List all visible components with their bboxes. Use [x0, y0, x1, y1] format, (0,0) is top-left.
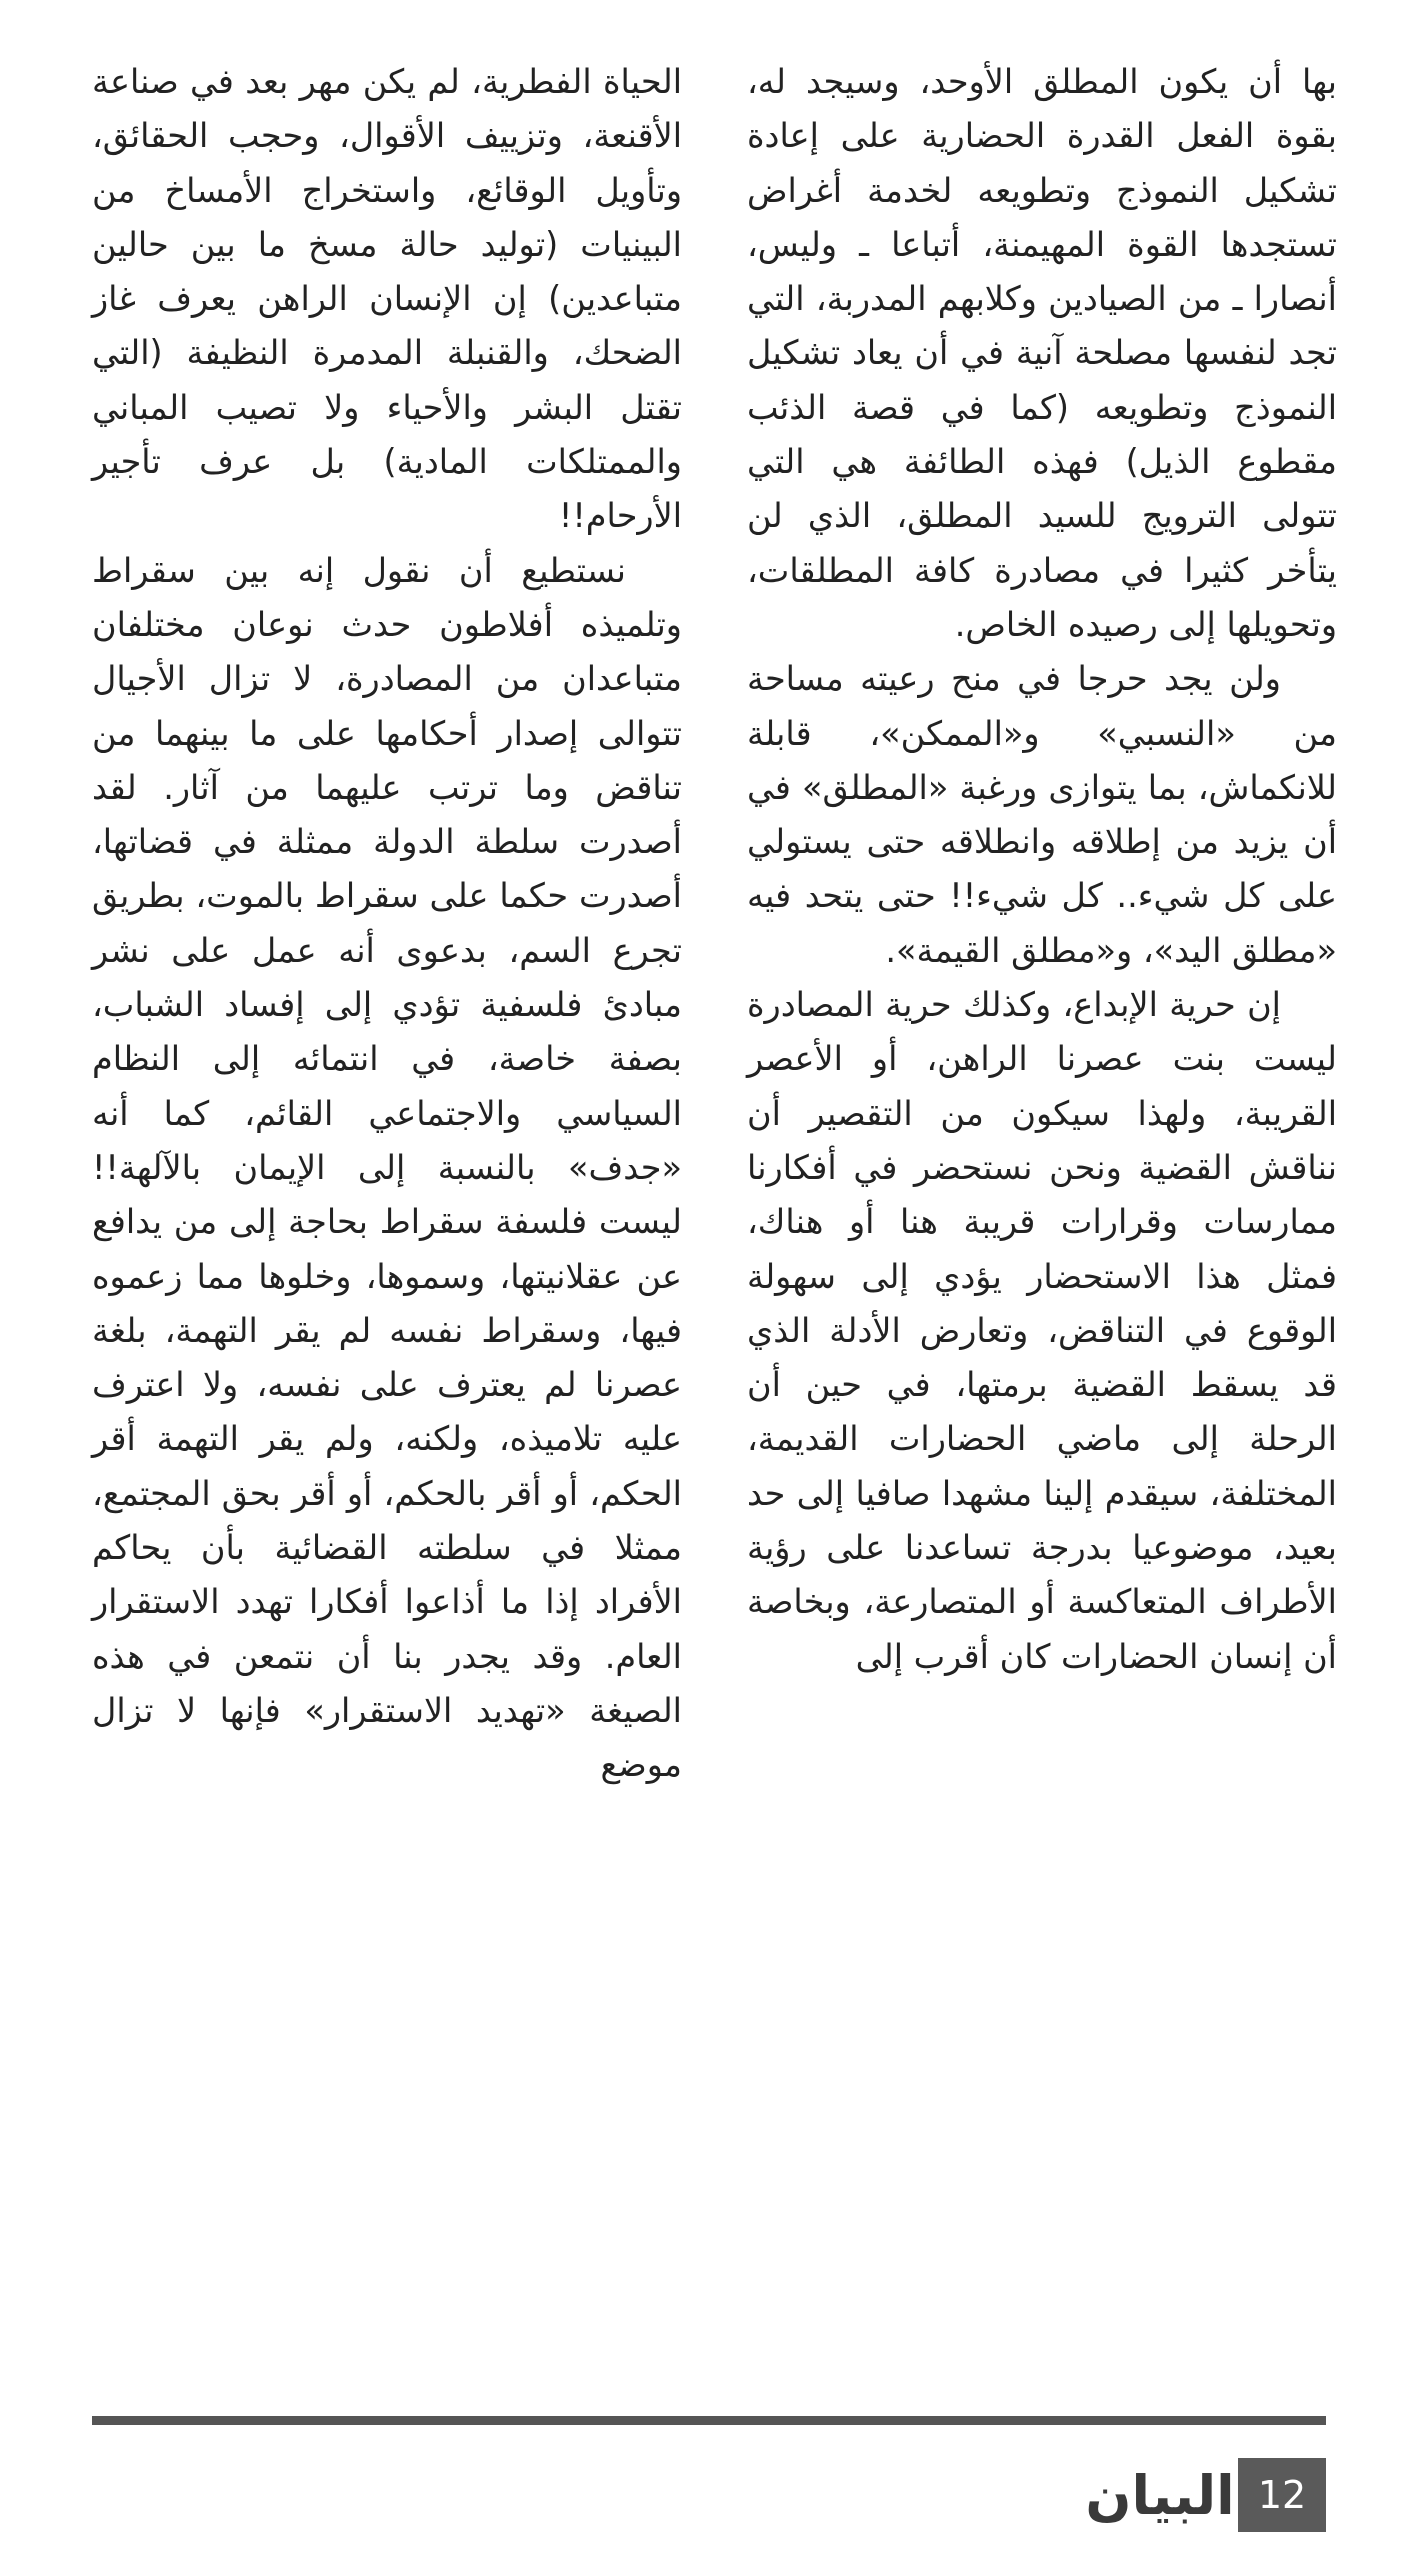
- paragraph: نستطيع أن نقول إنه بين سقراط وتلميذه أفلاطون حدث نوعان مختلفان متباعدان من المصادرة، لا تزال الأجيال تتوالى إصدار أحكامها على ما بينهما من تناقض وما ترتب عليهما من آثار. لقد أصدرت سلطة الدولة ممثلة في قضاتها، أصدرت حكما على سقراط بالموت، بطريق تجرع السم، بدعوى أنه عمل على نشر مبادئ فلسفية تؤدي إلى إفساد الشباب، بصفة خاصة، في انتمائه إلى النظام السياسي والاجتماعي القائم، كما أنه «جدف» بالنسبة إلى الإيمان بالآلهة!! ليست فلسفة سقراط بحاجة إلى من يدافع عن عقلانيتها، وسموها، وخلوها مما زعموه فيها، وسقراط نفسه لم يقر التهمة، بلغة عصرنا لم يعترف على نفسه، ولا اعترف عليه تلاميذه، ولكنه، ولم يقر التهمة أقر الحكم، أو أقر بالحكم، أو أقر بحق المجتمع، ممثلا في سلطته القضائية بأن يحاكم الأفراد إذا ما أذاعوا أفكارا تهدد الاستقرار العام. وقد يجدر بنا أن نتمعن في هذه الصيغة «تهديد الاستقرار» فإنها لا تزال موضع: [92, 550, 682, 1785]
- paragraph: إن حرية الإبداع، وكذلك حرية المصادرة ليست بنت عصرنا الراهن، أو الأعصر القريبة، ولهذا سيكون من التقصير أن نناقش القضية ونحن نستحضر في أفكارنا ممارسات وقرارات قريبة هنا أو هناك، فمثل هذا الاستحضار يؤدي إلى سهولة الوقوع في التناقض، وتعارض الأدلة الذي قد يسقط القضية برمتها، في حين أن الرحلة إلى ماضي الحضارات القديمة، المختلفة، سيقدم إلينا مشهدا صافيا إلى حد بعيد، موضوعيا بدرجة تساعدنا على رؤية الأطراف المتعاكسة أو المتصارعة، وبخاصة أن إنسان الحضارات كان أقرب إلى: [747, 985, 1337, 1676]
- paragraph: بها أن يكون المطلق الأوحد، وسيجد له، بقوة الفعل القدرة الحضارية على إعادة تشكيل النموذج وتطويعه لخدمة أغراض تستجدها القوة المهيمنة، أتباعا ـ وليس، أنصارا ـ من الصيادين وكلابهم المدربة، التي تجد لنفسها مصلحة آنية في أن يعاد تشكيل النموذج وتطويعه (كما في قصة الذئب مقطوع الذيل) فهذه الطائفة هي التي تتولى الترويج للسيد المطلق، الذي لن يتأخر كثيرا في مصادرة كافة المطلقات، وتحويلها إلى رصيده الخاص.: [747, 62, 1337, 644]
- column-left: [92, 55, 682, 2410]
- paragraph: الحياة الفطرية، لم يكن مهر بعد في صناعة الأقنعة، وتزييف الأقوال، وحجب الحقائق، وتأويل الوقائع، واستخراج الأمساخ من البينيات (توليد حالة مسخ ما بين حالين متباعدين) إن الإنسان الراهن يعرف غاز الضحك، والقنبلة المدمرة النظيفة (التي تقتل البشر والأحياء ولا تصيب المباني والممتلكات المادية) بل عرف تأجير الأرحام!!: [92, 62, 682, 536]
- footer-divider: [92, 2416, 1326, 2425]
- article-columns: [92, 55, 1337, 2410]
- page-footer: [0, 2430, 1419, 2562]
- paragraph: ولن يجد حرجا في منح رعيته مساحة من «النسبي» و«الممكن»، قابلة للانكماش، بما يتوازى ورغبة «المطلق» في أن يزيد من إطلاقه وانطلاقه حتى يستولي على كل شيء.. كل شيء!! حتى يتحد فيه «مطلق اليد»، و«مطلق القيمة».: [747, 659, 1337, 970]
- page-number: 12: [1238, 2458, 1326, 2532]
- magazine-logo: البيان: [1085, 2463, 1235, 2527]
- column-right: [747, 55, 1337, 2410]
